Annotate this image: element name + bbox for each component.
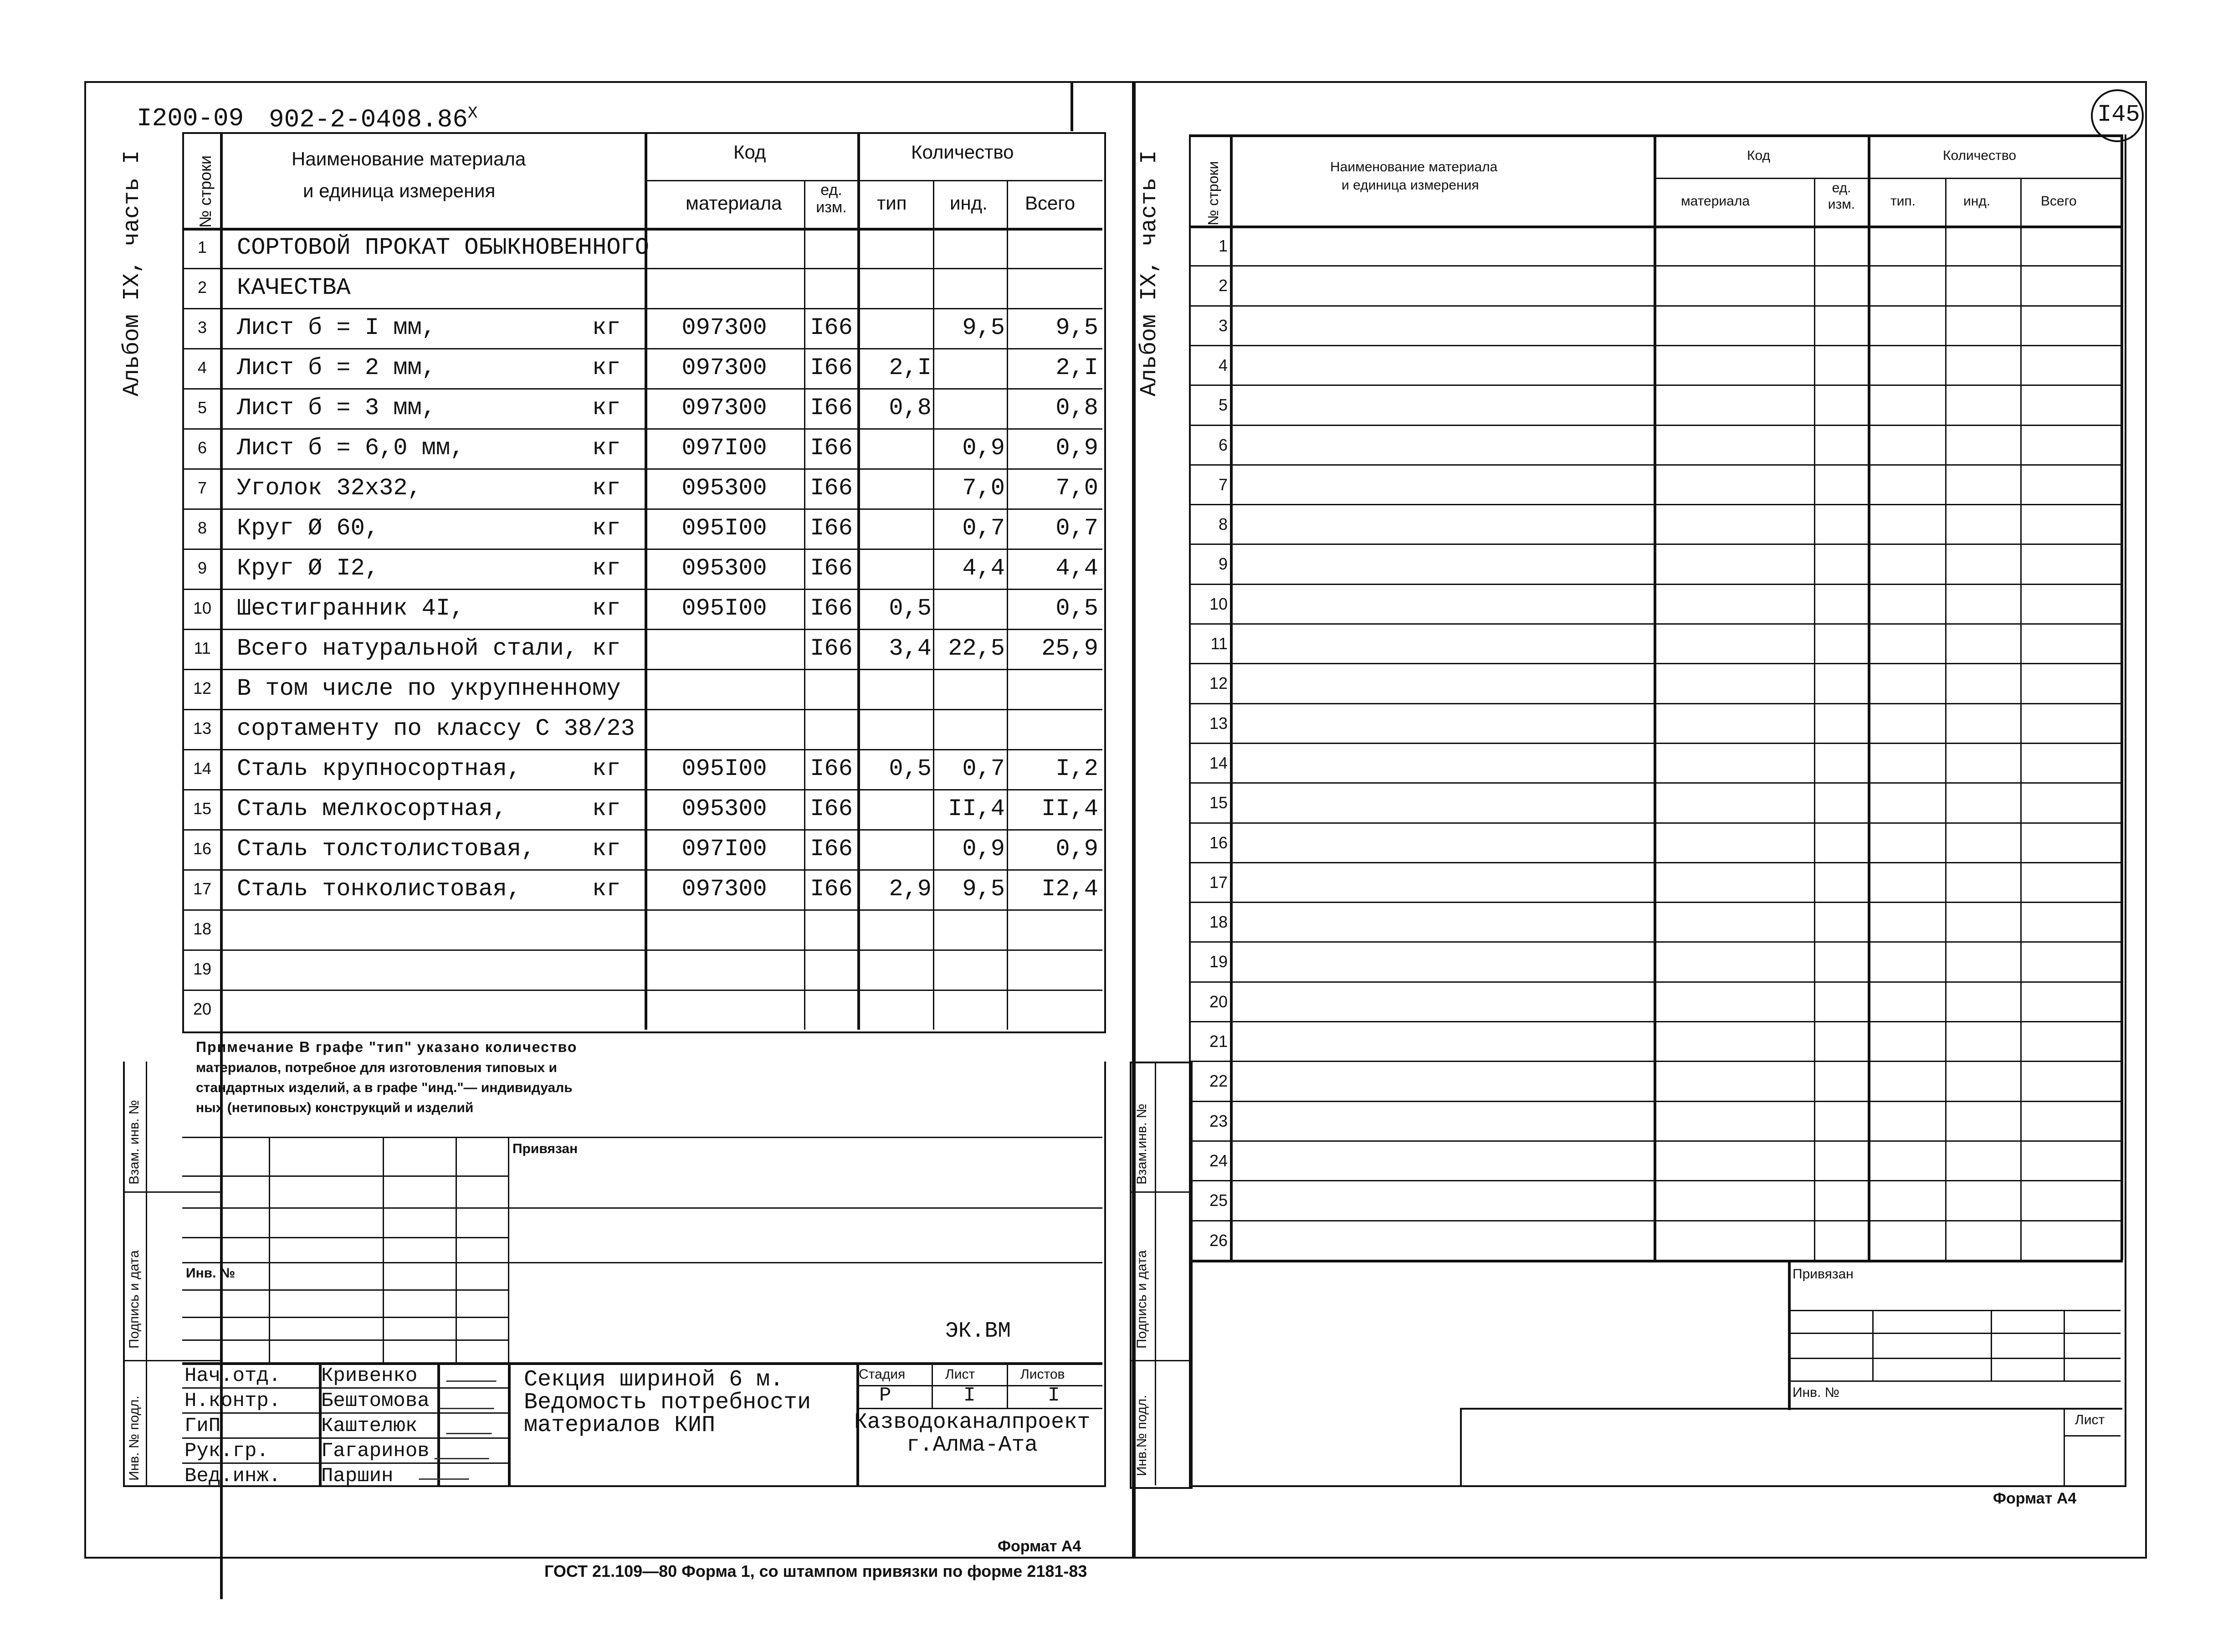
- row-number: 1: [197, 238, 207, 257]
- left-col-name-header-2: и единица измерения: [303, 180, 496, 201]
- right-col-line-typ: [1945, 178, 1946, 1260]
- left-priv-v3: [456, 1137, 457, 1365]
- row-number: 8: [197, 518, 207, 537]
- stamp-org-2: г.Алма-Ата: [907, 1433, 1038, 1457]
- note-line-2: материалов, потребное для изготовления типовых и: [196, 1060, 557, 1075]
- row-name: Круг Ø 60,: [237, 515, 379, 542]
- row-number: 17: [193, 879, 212, 898]
- right-row-number: 3: [1218, 316, 1228, 335]
- left-stamp-v-sign: [508, 1362, 511, 1485]
- row-number: 2: [197, 278, 207, 297]
- row-ind: 9,5: [962, 876, 1005, 903]
- note-line-4: ных (нетиповых) конструкций и изделий: [196, 1100, 474, 1115]
- row-total: 0,8: [1055, 395, 1098, 421]
- left-col-total-header: Всего: [1025, 192, 1076, 214]
- row-code: 097300: [681, 876, 767, 903]
- row-name: Всего натуральной стали,: [237, 635, 578, 662]
- left-stamp-r4: [182, 1462, 508, 1464]
- left-stamp-h-org: [856, 1408, 1102, 1409]
- stamp-stage-label: Стадия: [859, 1367, 906, 1382]
- row-total: 4,4: [1055, 555, 1098, 582]
- row-unit-code: I66: [810, 755, 853, 782]
- row-name: СОРТОВОЙ ПРОКАТ ОБЫКНОВЕННОГО: [237, 234, 649, 261]
- row-code: 095I00: [681, 755, 767, 782]
- row-number: 13: [193, 719, 212, 738]
- row-number: 6: [197, 438, 207, 457]
- right-row-line: [1189, 1021, 2123, 1022]
- row-name: Сталь толстолистовая,: [237, 836, 536, 862]
- right-col-line-end: [2121, 134, 2123, 1260]
- row-unit-code: I66: [810, 555, 853, 582]
- right-margin-split: [1155, 1062, 1156, 1485]
- row-unit-code: I66: [810, 435, 853, 462]
- row-code: 097I00: [681, 836, 767, 862]
- row-unit-code: I66: [810, 795, 853, 822]
- right-row-number: 12: [1209, 674, 1228, 693]
- row-ind: 0,9: [962, 435, 1005, 462]
- left-row-line: [182, 789, 1102, 790]
- row-typ: 3,4: [889, 635, 932, 662]
- right-row-line: [1189, 305, 2123, 307]
- row-unit-code: I66: [810, 595, 853, 622]
- row-total: II,4: [1041, 795, 1098, 822]
- row-unit-code: I66: [810, 876, 853, 903]
- row-ind: 22,5: [948, 635, 1005, 662]
- right-table: [1189, 134, 2126, 1487]
- right-privyazan-label: Привязан: [1793, 1267, 1854, 1282]
- row-unit-code: I66: [810, 395, 853, 421]
- right-col-rowno-header: № строки: [1205, 161, 1221, 226]
- left-priv-v4: [508, 1137, 509, 1365]
- left-row-line: [182, 829, 1102, 831]
- left-top-corner-box: [1071, 81, 1073, 131]
- stamp-title-1: Секция шириной 6 м.: [524, 1367, 784, 1393]
- row-number: 5: [197, 398, 207, 417]
- left-row-line: [182, 468, 1102, 470]
- stamp-sheet-label: Лист: [945, 1367, 975, 1382]
- stamp-org-1: Казводоканалпроект: [854, 1410, 1091, 1435]
- row-number: 10: [193, 599, 212, 617]
- right-col-code-material-header: материала: [1681, 194, 1750, 209]
- row-name: Сталь тонколистовая,: [237, 876, 522, 903]
- left-margin-inv: Инв. № подл.: [127, 1395, 142, 1481]
- left-drawing-code: ЭК.ВМ: [945, 1319, 1011, 1344]
- stamp-role: Нач.отд.: [184, 1365, 281, 1387]
- right-row-line: [1189, 623, 2123, 625]
- right-row-line: [1189, 663, 2123, 664]
- row-code: 095I00: [681, 595, 767, 622]
- left-col-rowno-header: № строки: [196, 155, 215, 228]
- row-unit: кг: [592, 515, 621, 542]
- row-typ: 2,I: [889, 354, 932, 381]
- row-total: I,2: [1055, 755, 1098, 782]
- right-list-label: Лист: [2075, 1412, 2105, 1427]
- row-ind: 9,5: [962, 314, 1005, 341]
- left-header-bottom: [182, 228, 1102, 231]
- left-margin-split-2: [123, 1360, 220, 1361]
- left-row-line: [182, 268, 1102, 269]
- row-unit-code: I66: [810, 354, 853, 381]
- row-total: 0,9: [1055, 435, 1098, 462]
- right-margin-h1: [1130, 1191, 1189, 1193]
- right-margin-h2: [1130, 1360, 1189, 1361]
- right-col-code-header: Код: [1747, 148, 1771, 163]
- right-row-number: 19: [1209, 952, 1228, 971]
- row-name: КАЧЕСТВА: [237, 274, 351, 301]
- left-priv-v1: [269, 1137, 270, 1365]
- left-col-code-unit-header: ед. изм.: [816, 181, 847, 216]
- row-unit: кг: [592, 635, 621, 662]
- row-number: 9: [197, 559, 207, 577]
- right-col-line-ind: [2020, 178, 2022, 1260]
- right-row-line: [1189, 584, 2123, 585]
- row-number: 15: [193, 799, 212, 818]
- right-row-line: [1189, 743, 2123, 744]
- left-header-subline: [645, 180, 1102, 181]
- left-priv-h5: [182, 1289, 508, 1291]
- row-name: сортаменту по классу С 38/23: [237, 715, 635, 742]
- row-number: 3: [197, 318, 207, 337]
- right-row-number: 5: [1218, 395, 1228, 414]
- row-unit-code: I66: [810, 475, 853, 502]
- left-col-line-code: [804, 180, 805, 1030]
- note-line-1: Примечание В графе "тип" указано количество: [196, 1039, 578, 1055]
- right-row-number: 26: [1209, 1231, 1228, 1250]
- right-priv-h1: [1788, 1310, 2121, 1311]
- right-priv-v2: [1991, 1310, 1992, 1380]
- right-inv-no-label: Инв. №: [1793, 1385, 1839, 1400]
- left-row-line: [182, 388, 1102, 390]
- row-code: 097300: [681, 395, 767, 421]
- row-unit: кг: [592, 555, 621, 582]
- left-margin-podpis: Подпись и дата: [127, 1250, 142, 1349]
- row-unit: кг: [592, 314, 621, 341]
- right-row-line: [1189, 902, 2123, 903]
- row-name: Лист б = I мм,: [237, 314, 436, 341]
- left-privyazan-label: Привязан: [512, 1141, 578, 1156]
- left-row-line: [182, 909, 1102, 911]
- row-code: 097300: [681, 314, 767, 341]
- left-col-name-header: Наименование материала: [292, 148, 526, 169]
- left-col-code-material-header: материала: [686, 192, 782, 214]
- row-name: Уголок 32x32,: [237, 475, 422, 502]
- right-row-line: [1189, 1220, 2123, 1221]
- right-row-line: [1189, 385, 2123, 386]
- stamp-person-name: Паршин: [321, 1465, 394, 1488]
- row-total: 7,0: [1055, 475, 1098, 502]
- left-row-line: [182, 669, 1102, 670]
- left-priv-top: [182, 1137, 1102, 1138]
- row-total: 25,9: [1041, 635, 1098, 662]
- row-unit: кг: [592, 876, 621, 903]
- row-unit: кг: [592, 435, 621, 462]
- stamp-person-name: Кривенко: [321, 1365, 418, 1387]
- right-row-number: 8: [1218, 515, 1228, 534]
- row-unit-code: I66: [810, 314, 853, 341]
- signature-3: [446, 1419, 497, 1434]
- left-stamp-r1: [182, 1387, 508, 1389]
- stamp-sheet-value: I: [963, 1384, 976, 1407]
- row-typ: 0,8: [889, 395, 932, 421]
- right-row-line: [1189, 981, 2123, 983]
- right-stamp-top: [1189, 1260, 2123, 1262]
- row-name: Лист б = 6,0 мм,: [237, 435, 465, 462]
- row-number: 18: [193, 919, 212, 938]
- stamp-sheets-label: Листов: [1020, 1367, 1065, 1382]
- row-name: Шестигранник 4I,: [237, 595, 465, 622]
- row-unit-code: I66: [810, 836, 853, 862]
- right-priv-left: [1788, 1260, 1791, 1410]
- left-row-line: [182, 589, 1102, 590]
- right-col-line-name: [1654, 134, 1656, 1260]
- right-row-number: 15: [1209, 793, 1228, 812]
- row-typ: 2,9: [889, 876, 932, 903]
- row-typ: 0,5: [889, 595, 932, 622]
- left-priv-v2: [383, 1137, 384, 1365]
- row-ind: 0,9: [962, 836, 1005, 862]
- left-col-ind-header: инд.: [950, 192, 988, 214]
- row-total: 2,I: [1055, 354, 1098, 381]
- stamp-person-name: Каштелюк: [321, 1415, 418, 1437]
- signature-5: [419, 1465, 474, 1480]
- left-priv-h4: [182, 1262, 1102, 1263]
- row-number: 12: [193, 679, 212, 698]
- row-code: 095300: [681, 795, 767, 822]
- right-row-number: 18: [1209, 913, 1228, 931]
- sheet-code: I200-09: [137, 104, 244, 133]
- right-row-number: 9: [1218, 554, 1228, 573]
- right-row-number: 11: [1210, 634, 1228, 653]
- doc-code: [269, 104, 477, 134]
- row-code: 095300: [681, 555, 767, 582]
- left-row-line: [182, 749, 1102, 750]
- stamp-person-name: Гагаринов: [321, 1440, 430, 1462]
- left-priv-h7: [182, 1339, 508, 1341]
- row-unit: кг: [592, 354, 621, 381]
- right-row-line: [1189, 504, 2123, 505]
- left-margin-vzam: Взам. инв. №: [127, 1100, 142, 1185]
- stamp-stage-value: Р: [879, 1384, 891, 1407]
- right-row-number: 7: [1218, 475, 1228, 494]
- row-unit: кг: [592, 795, 621, 822]
- row-number: 19: [193, 959, 212, 978]
- row-code: 097300: [681, 354, 767, 381]
- left-row-line: [182, 428, 1102, 430]
- right-row-line: [1189, 1180, 2123, 1181]
- left-row-line: [182, 869, 1102, 871]
- right-col-line-code: [1814, 178, 1815, 1260]
- left-stamp-h-stage: [856, 1385, 1102, 1386]
- right-row-number: 14: [1209, 754, 1228, 772]
- row-total: 9,5: [1055, 314, 1098, 341]
- row-typ: 0,5: [889, 755, 932, 782]
- right-row-number: 13: [1209, 714, 1228, 733]
- left-col-code-header: Код: [733, 141, 766, 163]
- right-row-number: 22: [1209, 1072, 1228, 1090]
- right-header-bottom: [1189, 226, 2123, 228]
- right-col-typ-header: тип.: [1890, 194, 1916, 209]
- right-row-line: [1189, 1061, 2123, 1062]
- right-row-line: [1189, 425, 2123, 426]
- right-row-number: 16: [1209, 833, 1228, 852]
- right-row-line: [1189, 862, 2123, 863]
- right-row-line: [1189, 1101, 2123, 1102]
- note-line-3: стандартных изделий, а в графе "инд."— индивидуаль: [196, 1080, 573, 1095]
- row-unit: кг: [592, 475, 621, 502]
- left-margin-split-1: [123, 1191, 220, 1193]
- left-row-line: [182, 348, 1102, 349]
- row-name: Сталь мелкосортная,: [237, 795, 507, 822]
- right-col-total-header: Всего: [2041, 194, 2077, 209]
- row-unit-code: I66: [810, 635, 853, 662]
- signature-2: [439, 1394, 499, 1409]
- left-priv-h6: [182, 1317, 508, 1318]
- right-row-number: 2: [1218, 276, 1228, 295]
- right-col-name-header-2: и единица измерения: [1342, 178, 1479, 193]
- right-list-divider-h: [2064, 1435, 2121, 1437]
- right-row-line: [1189, 265, 2123, 267]
- left-stamp-r2: [182, 1412, 508, 1414]
- row-unit-code: I66: [810, 515, 853, 542]
- row-ind: 7,0: [962, 475, 1005, 502]
- right-col-line-unit: [1868, 134, 1870, 1260]
- left-row-line: [182, 629, 1102, 630]
- right-header-subline: [1654, 178, 2121, 179]
- doc-code-sup: X: [467, 104, 478, 123]
- left-side-label: Альбом IX, часть I: [119, 150, 145, 396]
- stamp-title-2: Ведомость потребности: [524, 1390, 811, 1416]
- left-priv-h1: [182, 1175, 508, 1177]
- right-row-line: [1189, 822, 2123, 824]
- stamp-role: ГиП: [184, 1415, 221, 1437]
- row-name: В том числе по укрупненному: [237, 675, 621, 702]
- right-col-ind-header: инд.: [1963, 194, 1991, 209]
- right-priv-v3: [2064, 1310, 2065, 1380]
- stamp-sheets-value: I: [1048, 1384, 1060, 1407]
- right-priv-h4: [1788, 1380, 2121, 1382]
- row-code: 095300: [681, 475, 767, 502]
- right-margin-podpis: Подпись и дата: [1134, 1250, 1149, 1349]
- left-margin-split: [146, 1062, 147, 1485]
- right-row-line: [1189, 345, 2123, 346]
- right-col-qty-header: Количество: [1943, 148, 2017, 163]
- row-unit: кг: [592, 836, 621, 862]
- right-title-box: [1460, 1408, 2122, 1487]
- left-format-label: Формат А4: [998, 1538, 1081, 1555]
- row-name: Лист б = 2 мм,: [237, 354, 436, 381]
- row-total: 0,5: [1055, 595, 1098, 622]
- stamp-role: Н.контр.: [184, 1390, 281, 1412]
- right-margin-vzam: Взам.инв. №: [1134, 1103, 1149, 1185]
- right-row-number: 20: [1209, 992, 1228, 1011]
- row-unit: кг: [592, 395, 621, 421]
- right-col-code-unit-header: ед. изм.: [1828, 180, 1855, 212]
- left-row-line: [182, 949, 1102, 951]
- left-row-line: [182, 508, 1102, 510]
- right-row-number: 6: [1218, 436, 1228, 454]
- right-format-label: Формат А4: [1993, 1490, 2077, 1507]
- signature-1: [446, 1367, 502, 1382]
- row-name: Круг Ø I2,: [237, 555, 379, 582]
- left-priv-h2: [182, 1207, 1102, 1209]
- doc-code-text: 902-2-0408.86: [269, 105, 468, 134]
- left-col-typ-header: тип: [877, 192, 907, 214]
- right-row-line: [1189, 1140, 2123, 1142]
- left-stamp-r3: [182, 1437, 508, 1439]
- row-total: I2,4: [1041, 876, 1098, 903]
- row-number: 4: [197, 358, 207, 377]
- right-list-divider: [2064, 1408, 2065, 1485]
- right-row-number: 25: [1209, 1191, 1228, 1210]
- right-row-number: 10: [1209, 595, 1228, 613]
- row-unit: кг: [592, 755, 621, 782]
- row-number: 20: [193, 1000, 212, 1018]
- row-ind: 0,7: [962, 755, 1005, 782]
- right-row-number: 21: [1209, 1032, 1228, 1051]
- right-col-name-header: Наименование материала: [1330, 159, 1498, 174]
- left-priv-h3: [182, 1237, 508, 1238]
- right-row-number: 24: [1209, 1151, 1228, 1170]
- left-row-line: [182, 308, 1102, 309]
- row-name: Лист б = 3 мм,: [237, 395, 436, 421]
- row-code: 097I00: [681, 435, 767, 462]
- right-col-line-rowno: [1230, 134, 1233, 1260]
- right-priv-h3: [1788, 1358, 2121, 1359]
- right-row-line: [1189, 464, 2123, 466]
- row-total: 0,7: [1055, 515, 1098, 542]
- row-number: 7: [197, 478, 207, 497]
- row-number: 16: [193, 839, 212, 858]
- right-row-line: [1189, 703, 2123, 704]
- row-total: 0,9: [1055, 836, 1098, 862]
- row-unit: кг: [592, 595, 621, 622]
- left-inv-no-label: Инв. №: [186, 1266, 236, 1281]
- left-col-qty-header: Количество: [911, 141, 1014, 163]
- right-row-line: [1189, 544, 2123, 545]
- page-number: I45: [2097, 101, 2140, 128]
- right-priv-h2: [1788, 1333, 2121, 1334]
- right-row-number: 23: [1209, 1112, 1228, 1130]
- signature-4: [434, 1442, 495, 1459]
- row-number: 14: [193, 759, 212, 778]
- right-row-number: 4: [1218, 356, 1228, 375]
- right-row-number: 17: [1209, 873, 1228, 892]
- left-row-line: [182, 709, 1102, 710]
- stamp-title-3: материалов КИП: [524, 1412, 716, 1438]
- stamp-person-name: Бештомова: [321, 1390, 430, 1412]
- row-code: 095I00: [681, 515, 767, 542]
- right-priv-v1: [1872, 1310, 1874, 1380]
- row-ind: II,4: [948, 795, 1005, 822]
- right-side-label: Альбом IX, часть I: [1137, 150, 1163, 396]
- row-name: Сталь крупносортная,: [237, 755, 522, 782]
- left-row-line: [182, 549, 1102, 550]
- left-row-line: [182, 990, 1102, 991]
- row-ind: 0,7: [962, 515, 1005, 542]
- right-row-line: [1189, 941, 2123, 943]
- footer-gost: ГОСТ 21.109—80 Форма 1, со штампом привязки по форме 2181-83: [544, 1562, 1087, 1580]
- row-number: 11: [194, 639, 211, 657]
- row-ind: 4,4: [962, 555, 1005, 582]
- right-margin-inv: Инв.№ подл.: [1134, 1395, 1149, 1476]
- stamp-role: Вед.инж.: [184, 1465, 281, 1488]
- right-row-number: 1: [1218, 236, 1228, 255]
- stamp-role: Рук.гр.: [184, 1440, 269, 1462]
- right-row-line: [1189, 782, 2123, 784]
